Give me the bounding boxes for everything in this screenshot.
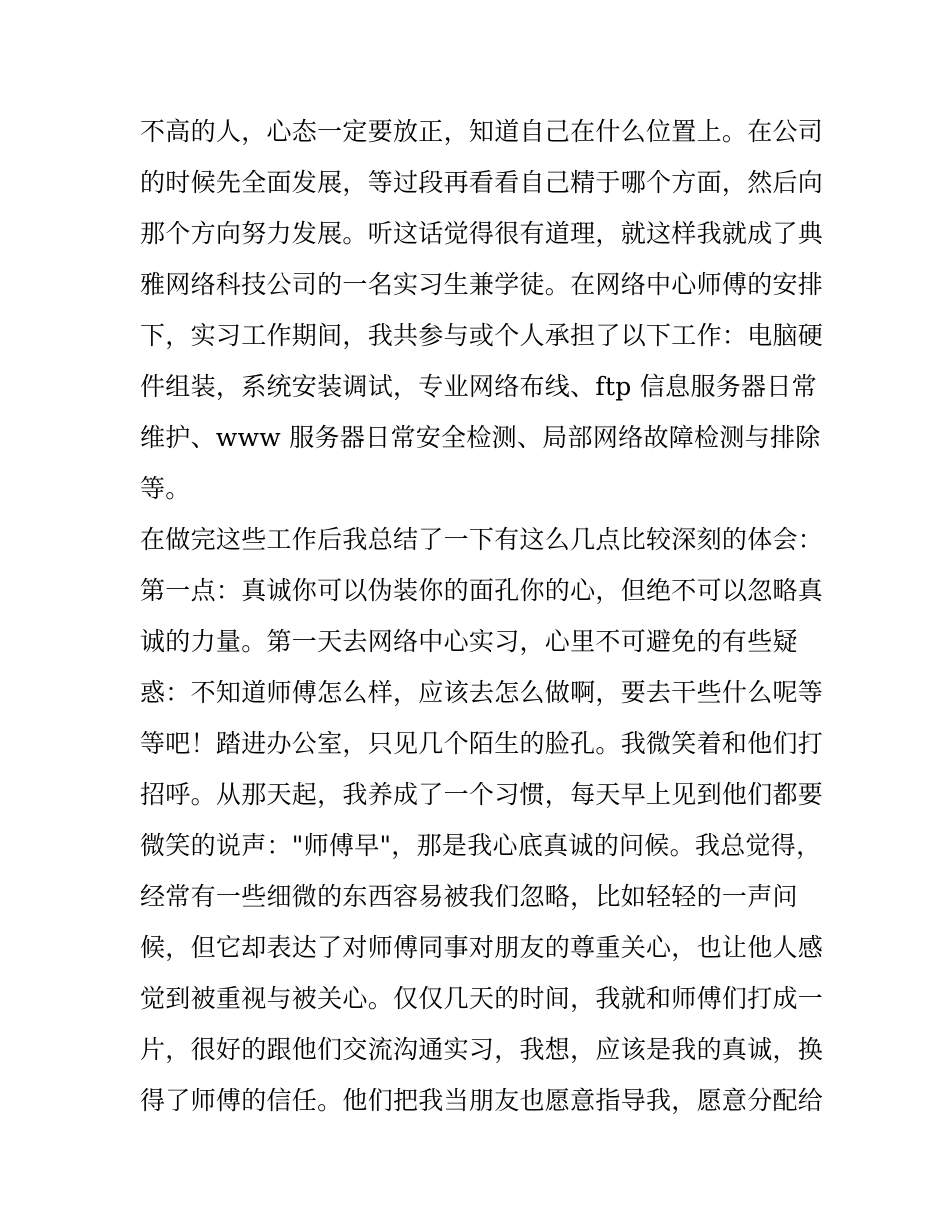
text-line: 惑：不知道师傅怎么样，应该去怎么做啊，要去干些什么呢等 (140, 678, 824, 707)
text-line: 候，但它却表达了对师傅同事对朋友的尊重关心，也让他人感 (140, 933, 824, 962)
text-line: 不高的人，心态一定要放正，知道自己在什么位置上。在公司 (140, 117, 824, 146)
body-text (140, 106, 824, 1126)
text-line: 觉到被重视与被关心。仅仅几天的时间，我就和师傅们打成一 (140, 984, 824, 1013)
text-line: 等吧！踏进办公室，只见几个陌生的脸孔。我微笑着和他们打 (140, 729, 824, 758)
text-line: 维护、www 服务器日常安全检测、局部网络故障检测与排除 (140, 423, 821, 452)
text-line: 经常有一些细微的东西容易被我们忽略，比如轻轻的一声问 (140, 882, 798, 911)
text-line: 件组装，系统安装调试，专业网络布线、ftp 信息服务器日常 (140, 372, 817, 401)
text-line: 得了师傅的信任。他们把我当朋友也愿意指导我，愿意分配给 (140, 1086, 824, 1115)
text-line: 片，很好的跟他们交流沟通实习，我想，应该是我的真诚，换 (140, 1035, 824, 1064)
text-line: 第一点：真诚你可以伪装你的面孔你的心，但绝不可以忽略真 (140, 576, 824, 605)
text-line: 诚的力量。第一天去网络中心实习，心里不可避免的有些疑 (140, 627, 798, 656)
text-line: 招呼。从那天起，我养成了一个习惯，每天早上见到他们都要 (140, 780, 824, 809)
text-line: 微笑的说声："师傅早"，那是我心底真诚的问候。我总觉得， (140, 831, 822, 860)
text-line: 雅网络科技公司的一名实习生兼学徒。在网络中心师傅的安排 (140, 270, 824, 299)
text-line: 下，实习工作期间，我共参与或个人承担了以下工作：电脑硬 (140, 321, 824, 350)
text-line: 的时候先全面发展，等过段再看看自己精于哪个方面，然后向 (140, 168, 824, 197)
text-line: 在做完这些工作后我总结了一下有这么几点比较深刻的体会： (140, 525, 824, 554)
text-line: 等。 (140, 474, 191, 503)
text-line: 那个方向努力发展。听这话觉得很有道理，就这样我就成了典 (140, 219, 824, 248)
